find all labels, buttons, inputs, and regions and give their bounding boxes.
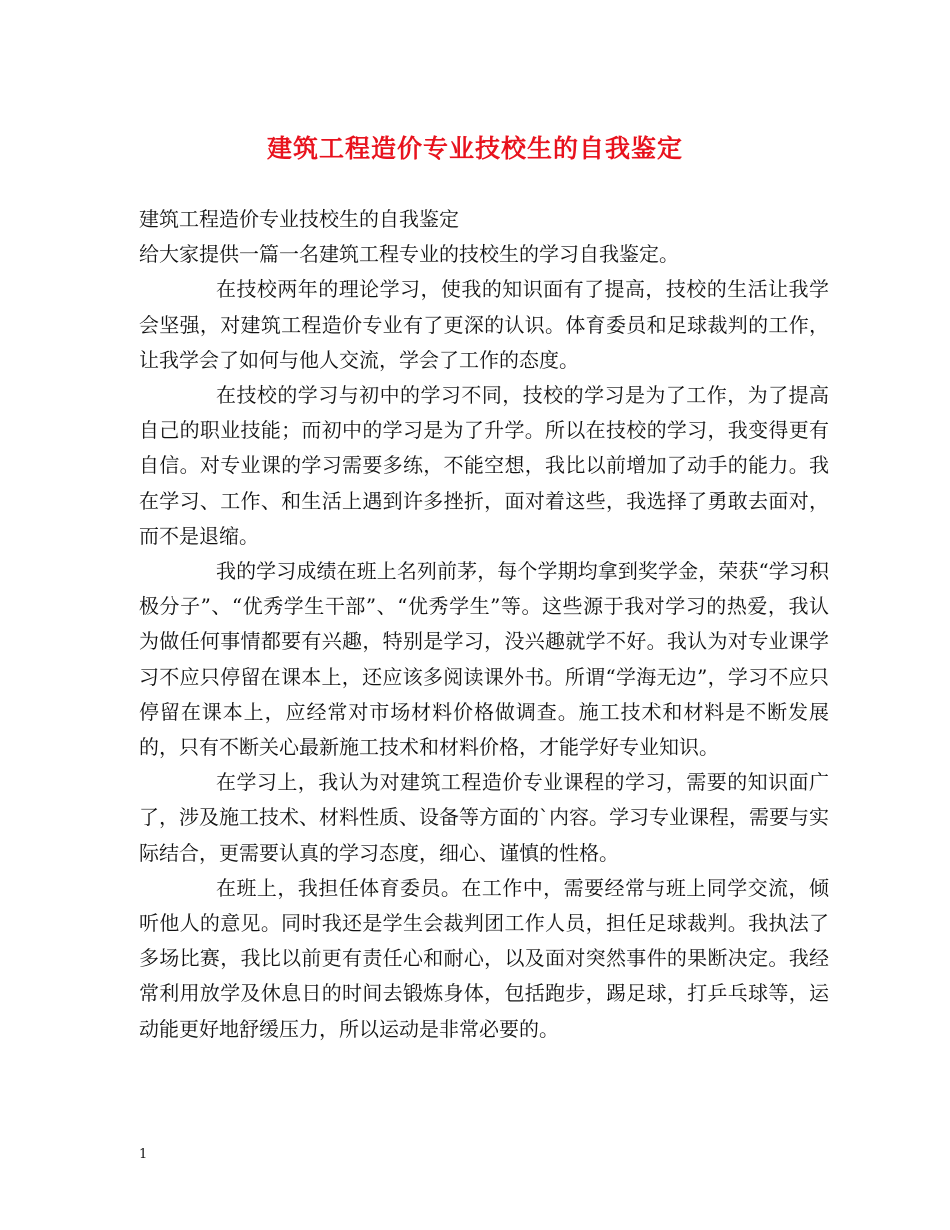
paragraph-2: 在技校的学习与初中的学习不同，技校的学习是为了工作，为了提高自己的职业技能；而初中的学习是为了升学。所以在技校的学习，我变得更有自信。对专业课的学习需要多练，不能空想，我比以前增加了动手的能力。我在学习、工作、和生活上遇到许多挫折，面对着这些，我选择了勇敢去面对，而不是退缩。	[139, 383, 829, 548]
document-title: 建筑工程造价专业技校生的自我鉴定	[266, 134, 683, 163]
paragraph-3: 我的学习成绩在班上名列前茅，每个学期均拿到奖学金，荣获“学习积极分子”、“优秀学生干部”、“优秀学生”等。这些源于我对学习的热爱，我认为做任何事情都要有兴趣，特别是学习，没兴趣就学不好。我认为对专业课学习不应只停留在课本上，还应该多阅读课外书。所谓“学海无边”，学习不应只停留在课本上，应经常对市场材料价格做调查。施工技术和材料是不断发展的，只有不断关心最新施工技术和材料价格，才能学好专业知识。	[139, 559, 829, 760]
paragraph-5: 在班上，我担任体育委员。在工作中，需要经常与班上同学交流，倾听他人的意见。同时我还是学生会裁判团工作人员，担任足球裁判。我执法了多场比赛，我比以前更有责任心和耐心，以及面对突然事件的果断决定。我经常利用放学及休息日的时间去锻炼身体，包括跑步，踢足球，打乒乓球等，运动能更好地舒缓压力，所以运动是非常必要的。	[139, 875, 829, 1041]
document-subtitle: 建筑工程造价专业技校生的自我鉴定	[139, 207, 459, 231]
document-intro: 给大家提供一篇一名建筑工程专业的技校生的学习自我鉴定。	[139, 242, 679, 267]
paragraph-4: 在学习上，我认为对建筑工程造价专业课程的学习，需要的知识面广了，涉及施工技术、材料性质、设备等方面的`内容。学习专业课程，需要与实际结合，更需要认真的学习态度，细心、谨慎的性格。	[139, 770, 829, 865]
document-body	[139, 202, 829, 1047]
paragraph-1: 在技校两年的理论学习，使我的知识面有了提高，技校的生活让我学会坚强，对建筑工程造价专业有了更深的认识。体育委员和足球裁判的工作，让我学会了如何与他人交流，学会了工作的态度。	[139, 277, 829, 372]
page-number: 1	[139, 1147, 148, 1162]
